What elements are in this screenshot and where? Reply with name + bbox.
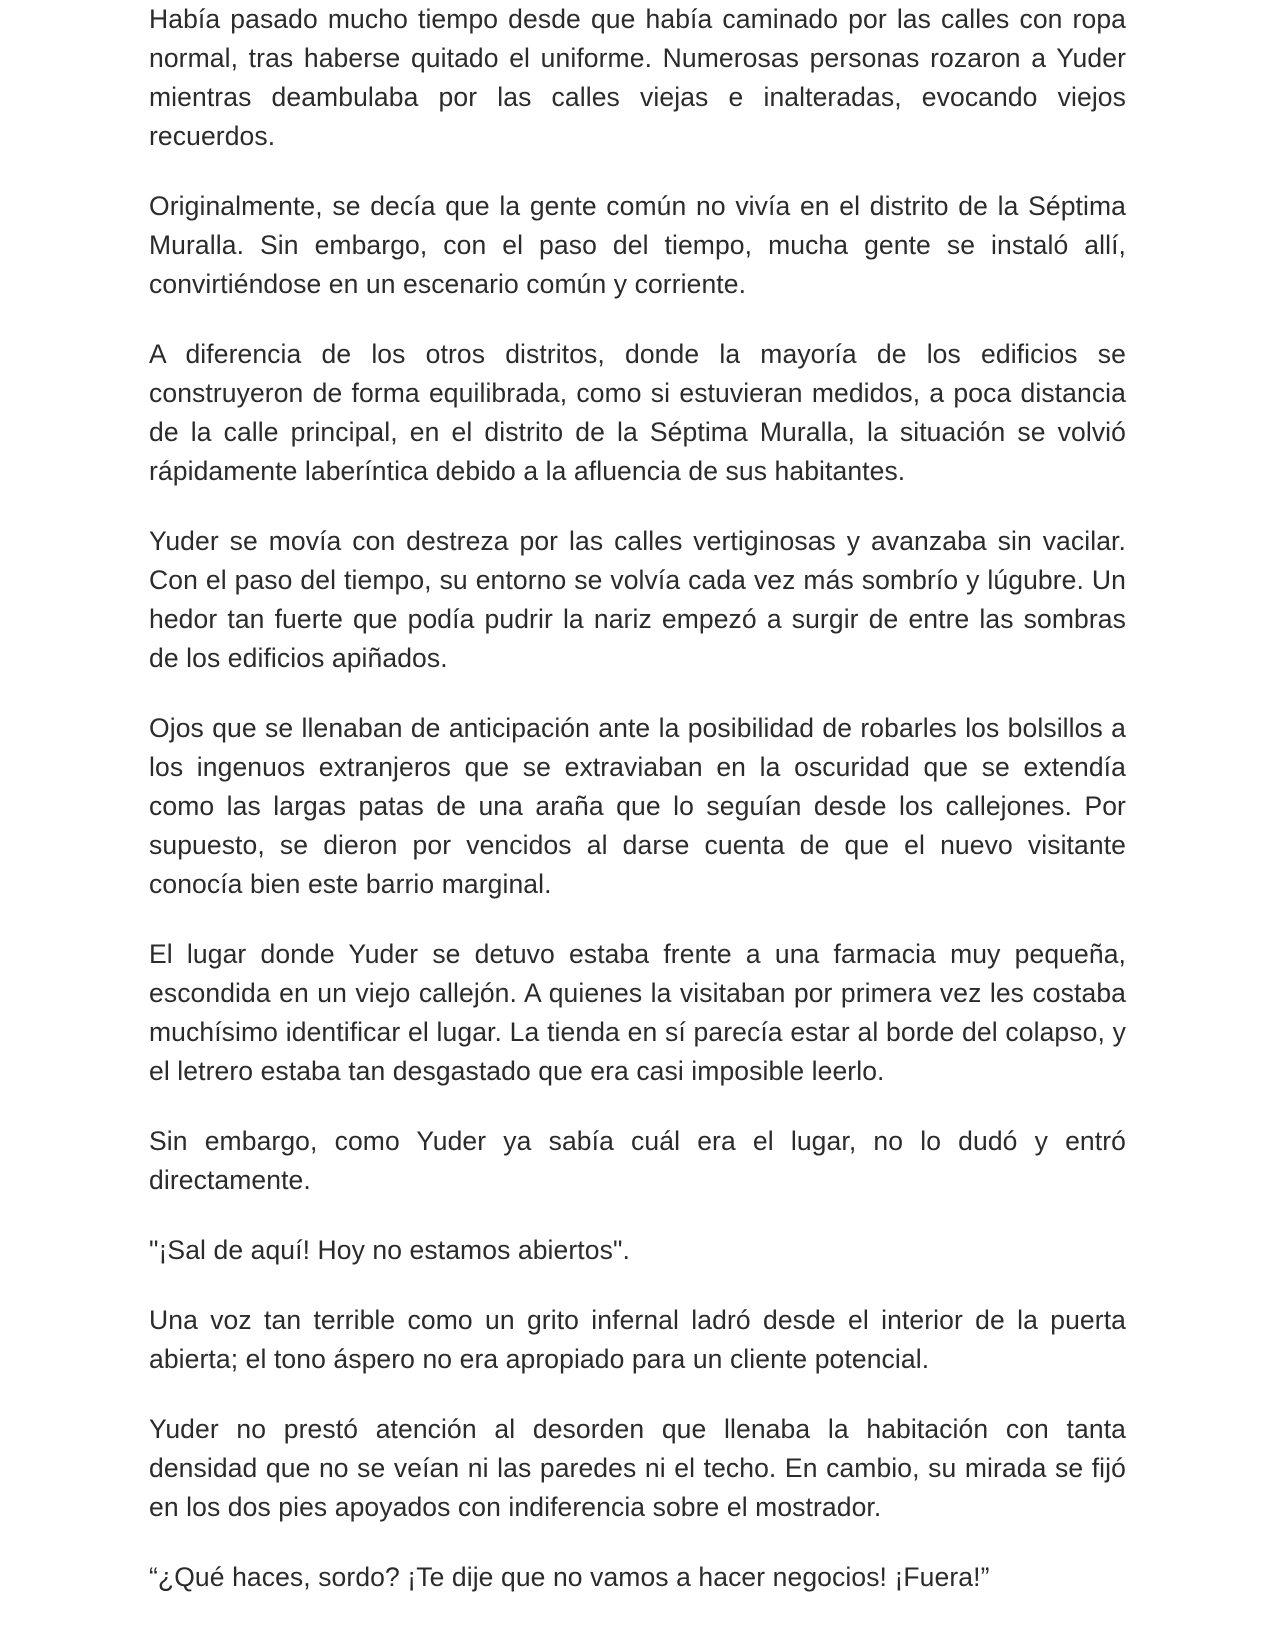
dialogue-line: “¿Qué haces, sordo? ¡Te dije que no vamos a hacer negocios! ¡Fuera!” — [149, 1562, 990, 1592]
paragraph: Originalmente, se decía que la gente común no vivía en el distrito de la Séptima Muralla. Sin embargo, con el paso del tiempo, mucha gente se instaló allí, convirtiéndose en un escenario común y corriente. — [149, 191, 1126, 299]
paragraph: A diferencia de los otros distritos, donde la mayoría de los edificios se construyeron de forma equilibrada, como si estuvieran medidos, a poca distancia de la calle principal, en el distrito de la Séptima Muralla, la situación se volvió rápidamente laberíntica debido a la afluencia de sus habitantes. — [149, 339, 1126, 486]
paragraph: El lugar donde Yuder se detuvo estaba frente a una farmacia muy pequeña, escondida en un viejo callejón. A quienes la visitaban por primera vez les costaba muchísimo identificar el lugar. La tienda en sí parecía estar al borde del colapso, y el letrero estaba tan desgastado que era casi imposible leerlo. — [149, 939, 1126, 1086]
document-page — [149, 0, 1126, 1628]
paragraph: Yuder no prestó atención al desorden que llenaba la habitación con tanta densidad que no se veían ni las paredes ni el techo. En cambio, su mirada se fijó en los dos pies apoyados con indiferencia sobre el mostrador. — [149, 1414, 1126, 1522]
paragraph: Había pasado mucho tiempo desde que había caminado por las calles con ropa normal, tras haberse quitado el uniforme. Numerosas personas rozaron a Yuder mientras deambulaba por las calles viejas e inalteradas, evocando viejos recuerdos. — [149, 4, 1126, 151]
paragraph: Yuder se movía con destreza por las calles vertiginosas y avanzaba sin vacilar. Con el paso del tiempo, su entorno se volvía cada vez más sombrío y lúgubre. Un hedor tan fuerte que podía pudrir la nariz empezó a surgir de entre las sombras de los edificios apiñados. — [149, 526, 1126, 673]
paragraph: Una voz tan terrible como un grito infernal ladró desde el interior de la puerta abierta; el tono áspero no era apropiado para un cliente potencial. — [149, 1305, 1126, 1374]
paragraph: Ojos que se llenaban de anticipación ante la posibilidad de robarles los bolsillos a los ingenuos extranjeros que se extraviaban en la oscuridad que se extendía como las largas patas de una araña que lo seguían desde los callejones. Por supuesto, se dieron por vencidos al darse cuenta de que el nuevo visitante conocía bien este barrio marginal. — [149, 713, 1126, 899]
dialogue-line: "¡Sal de aquí! Hoy no estamos abiertos". — [149, 1235, 630, 1265]
paragraph: Sin embargo, como Yuder ya sabía cuál era el lugar, no lo dudó y entró directamente. — [149, 1126, 1126, 1195]
